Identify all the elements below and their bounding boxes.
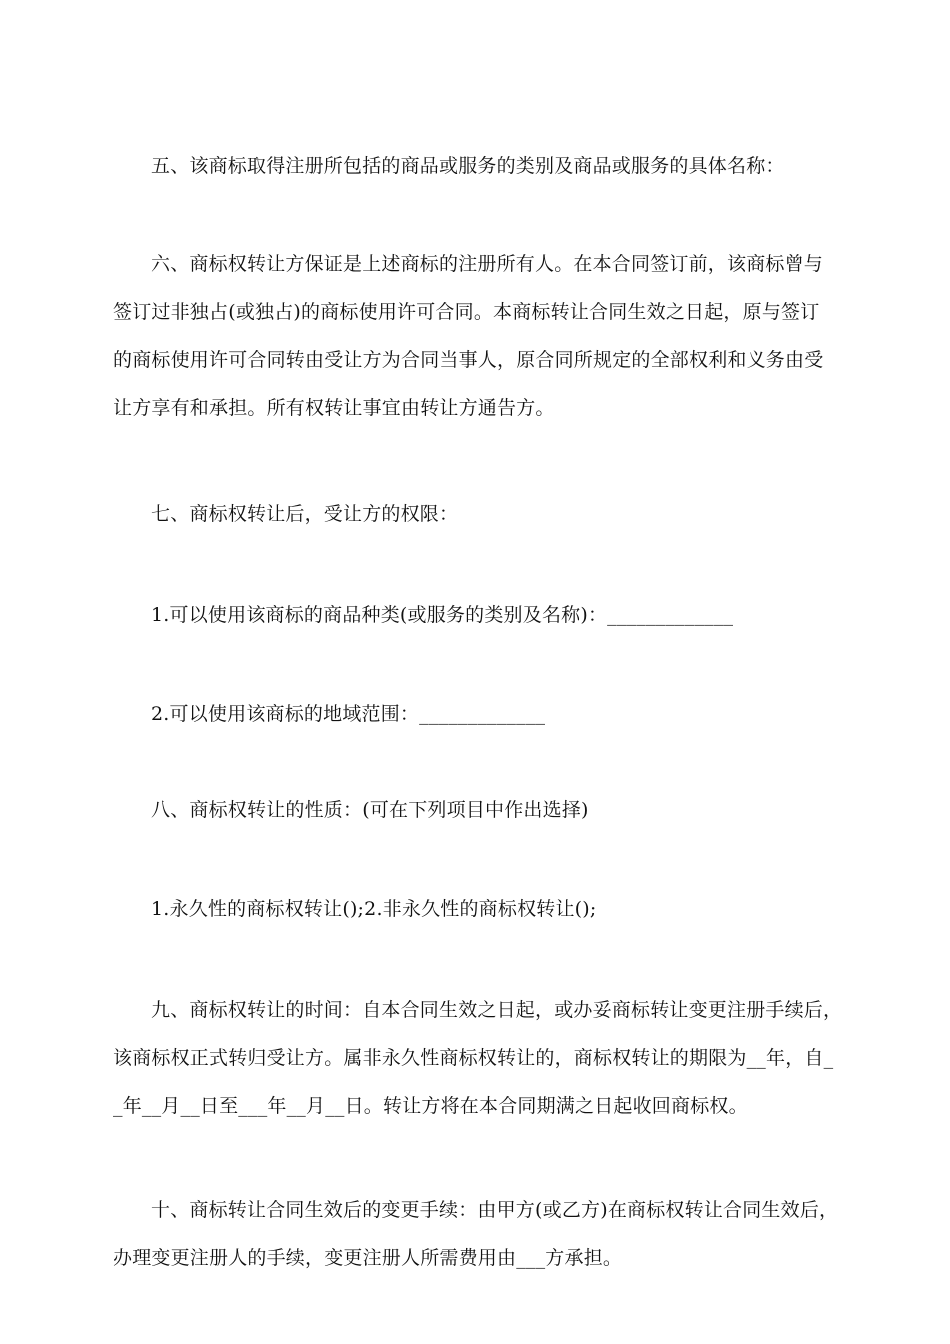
clause-9-line-2: 该商标权正式转归受让方。属非永久性商标权转让的，商标权转让的期限为__年，自_ [113, 1047, 834, 1069]
clause-10 [113, 1186, 843, 1282]
clause-7-line-1: 七、商标权转让后，受让方的权限： [151, 503, 459, 525]
clause-10-line-1: 十、商标转让合同生效后的变更手续：由甲方(或乙方)在商标权转让合同生效后， [151, 1199, 839, 1221]
clause-8 [113, 786, 843, 834]
clause-5-line-1: 五、该商标取得注册所包括的商品或服务的类别及商品或服务的具体名称： [151, 155, 785, 177]
clause-9 [113, 986, 843, 1130]
clause-8-options-line: 1.永久性的商标权转让();2.非永久性的商标权转让(); [151, 898, 597, 920]
clause-8-options [113, 885, 843, 933]
clause-6-line-1: 六、商标权转让方保证是上述商标的注册所有人。在本合同签订前，该商标曾与 [151, 253, 824, 275]
clause-5 [113, 142, 843, 190]
clause-7 [113, 490, 843, 538]
clause-6-line-3: 的商标使用许可合同转由受让方为合同当事人，原合同所规定的全部权利和义务由受 [113, 349, 824, 371]
clause-7-item-2-line: 2.可以使用该商标的地域范围：_____________ [151, 703, 546, 725]
clause-7-item-1 [113, 591, 843, 639]
clause-6-line-4: 让方享有和承担。所有权转让事宜由转让方通告方。 [113, 397, 555, 419]
clause-9-line-1: 九、商标权转让的时间：自本合同生效之日起，或办妥商标转让变更注册手续后， [151, 999, 843, 1021]
clause-7-item-1-line: 1.可以使用该商标的商品种类(或服务的类别及名称)：_____________ [151, 604, 734, 626]
clause-10-line-2: 办理变更注册人的手续，变更注册人所需费用由___方承担。 [113, 1247, 623, 1269]
clause-8-line-1: 八、商标权转让的性质：(可在下列项目中作出选择) [151, 799, 589, 821]
clause-9-line-3: _年__月__日至___年__月__日。转让方将在本合同期满之日起收回商标权。 [113, 1095, 748, 1117]
clause-6-line-2: 签订过非独占(或独占)的商标使用许可合同。本商标转让合同生效之日起，原与签订 [113, 301, 820, 323]
clause-6 [113, 240, 843, 432]
clause-7-item-2 [113, 690, 843, 738]
